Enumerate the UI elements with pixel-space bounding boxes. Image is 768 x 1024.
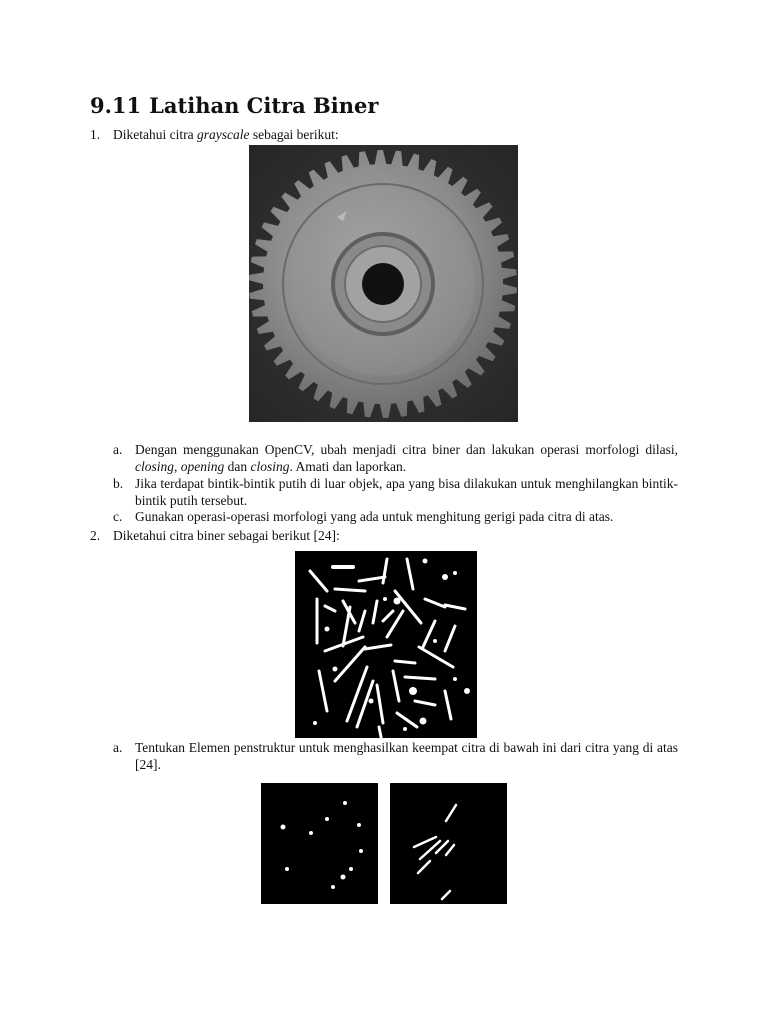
item-2-text: Diketahui citra biner sebagai berikut [24]:: [113, 528, 340, 543]
binary-image-main: [295, 551, 477, 738]
section-number: 9.11: [90, 93, 142, 118]
item-1a-text: Dengan menggunakan OpenCV, ubah menjadi citra biner dan lakukan operasi morfologi dilasi, closing, opening dan closing. Amati dan laporkan.: [135, 442, 678, 474]
gear-bore-hole: [362, 263, 404, 305]
item-1c-marker: c.: [113, 509, 123, 524]
binary-result-dots-image: [261, 783, 378, 904]
item-2-marker: 2.: [90, 528, 101, 543]
gear-grayscale-image: [249, 145, 518, 422]
item-1b-marker: b.: [113, 476, 124, 491]
section-title: Latihan Citra Biner: [149, 93, 379, 118]
item-2a-text: Tentukan Elemen penstruktur untuk menghasilkan keempat citra di bawah ini dari citra yang di atas [24].: [135, 740, 678, 772]
item-1b-text: Jika terdapat bintik-bintik putih di luar objek, apa yang bisa dilakukan untuk menghilangkan bintik-bintik putih tersebut.: [135, 476, 678, 508]
item-1c-text: Gunakan operasi-operasi morfologi yang ada untuk menghitung gerigi pada citra di atas.: [135, 509, 614, 524]
item-1-marker: 1.: [90, 127, 101, 142]
section-heading: [90, 93, 378, 118]
item-1-text: Diketahui citra grayscale sebagai berikut:: [113, 127, 339, 142]
binary-result-needles-image: [390, 783, 507, 904]
item-2a-marker: a.: [113, 740, 123, 755]
item-1a-marker: a.: [113, 442, 123, 457]
